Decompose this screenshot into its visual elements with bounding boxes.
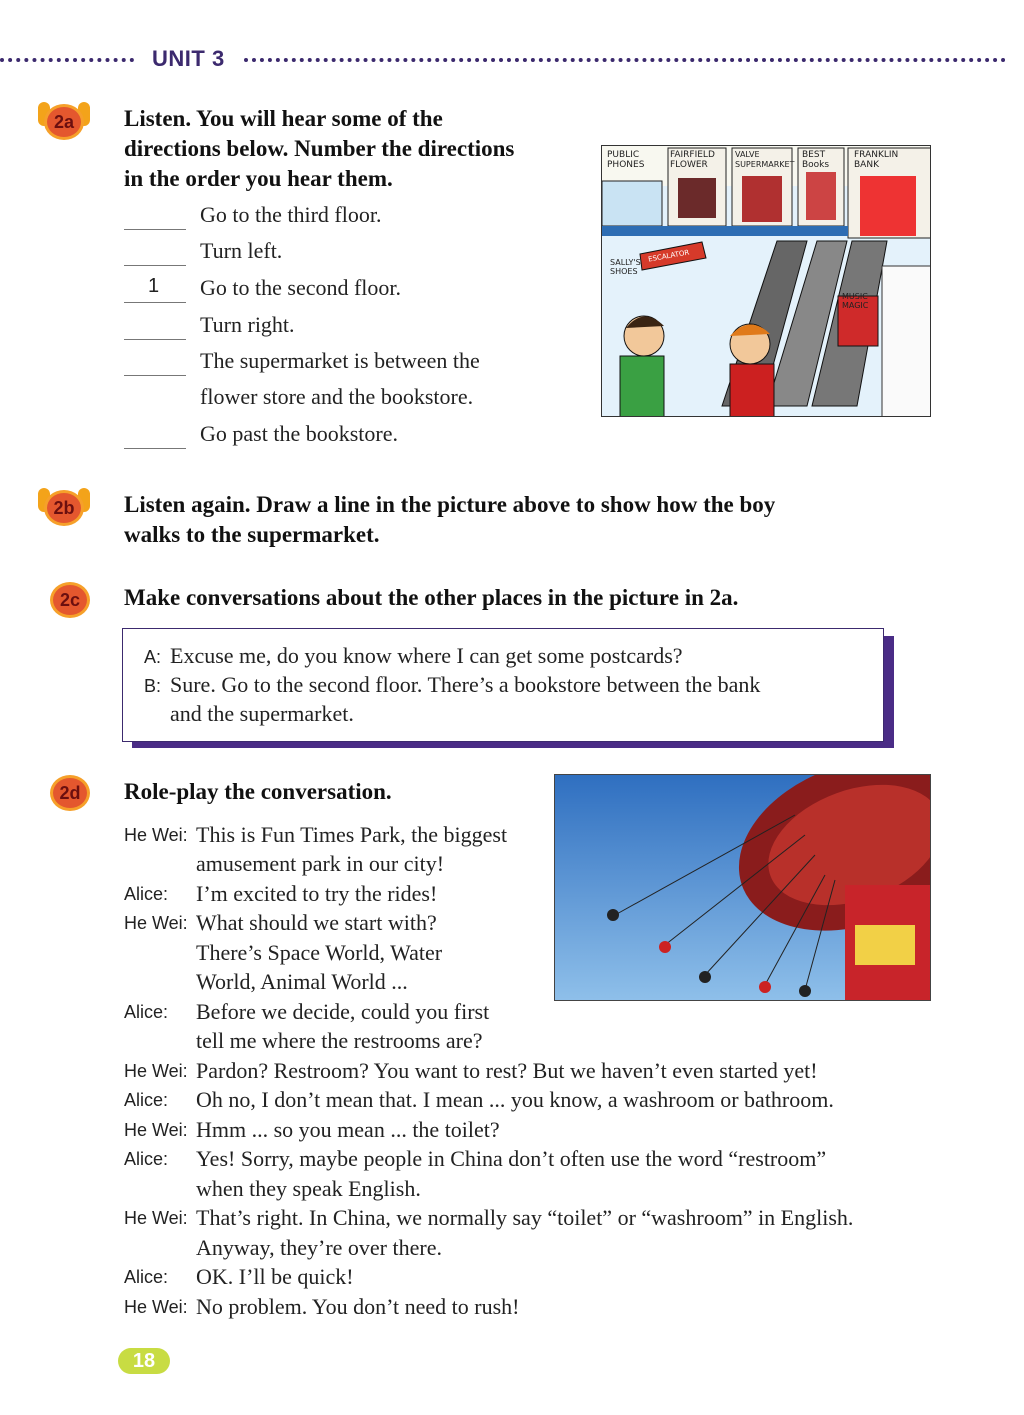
dialog-line: and the supermarket. (170, 701, 354, 726)
instruction-2a: Listen. You will hear some of the directions below. Number the directions in the order you hear them. (124, 106, 515, 191)
sign-valve-supermarket: VALVE SUPERMARKET (735, 150, 795, 169)
instruction-2d: Role-play the conversation. (124, 779, 392, 804)
sign-fairfield-flower: FAIRFIELD FLOWER (670, 150, 715, 170)
swing-ride-image (555, 775, 931, 1001)
sign-escalator: ESCALATOR (647, 248, 690, 264)
badge-2a: 2a (38, 102, 90, 142)
sign-public-phones: PUBLIC PHONES (607, 150, 645, 170)
unit-header (0, 44, 1024, 74)
mall-escalator-illustration (601, 145, 931, 417)
unit-title: UNIT 3 (152, 46, 225, 71)
sign-sallys-shoes: SALLY'S SHOES (610, 258, 641, 276)
header-dots-left (0, 58, 134, 62)
dialog-line: A: Excuse me, do you know where I can get some postcards? (144, 643, 683, 668)
answer-blank[interactable] (124, 229, 186, 230)
answer-blank[interactable] (124, 265, 186, 266)
badge-2d: 2d (46, 773, 98, 813)
answer-blank[interactable] (124, 339, 186, 340)
instruction-2c: Make conversations about the other places in the picture in 2a. (124, 585, 739, 610)
sign-music-magic: MUSIC MAGIC (842, 292, 869, 310)
amusement-ride-photo (554, 774, 931, 1001)
page-number: 18 (118, 1348, 170, 1374)
instruction-2b: Listen again. Draw a line in the picture above to show how the boy walks to the supermarket. (124, 492, 776, 547)
badge-2c: 2c (46, 580, 98, 620)
answer-blank[interactable] (124, 448, 186, 449)
mall-drawing (602, 146, 931, 417)
header-dots-right (244, 58, 1006, 62)
answer-blank[interactable] (124, 375, 186, 376)
sign-franklin-bank: FRANKLIN BANK (854, 150, 899, 170)
dialog-line: B: Sure. Go to the second floor. There’s a bookstore between the bank (144, 672, 761, 697)
badge-2b: 2b (38, 488, 90, 528)
answer-blank[interactable] (124, 302, 186, 303)
sign-best-books: BEST Books (802, 150, 830, 170)
